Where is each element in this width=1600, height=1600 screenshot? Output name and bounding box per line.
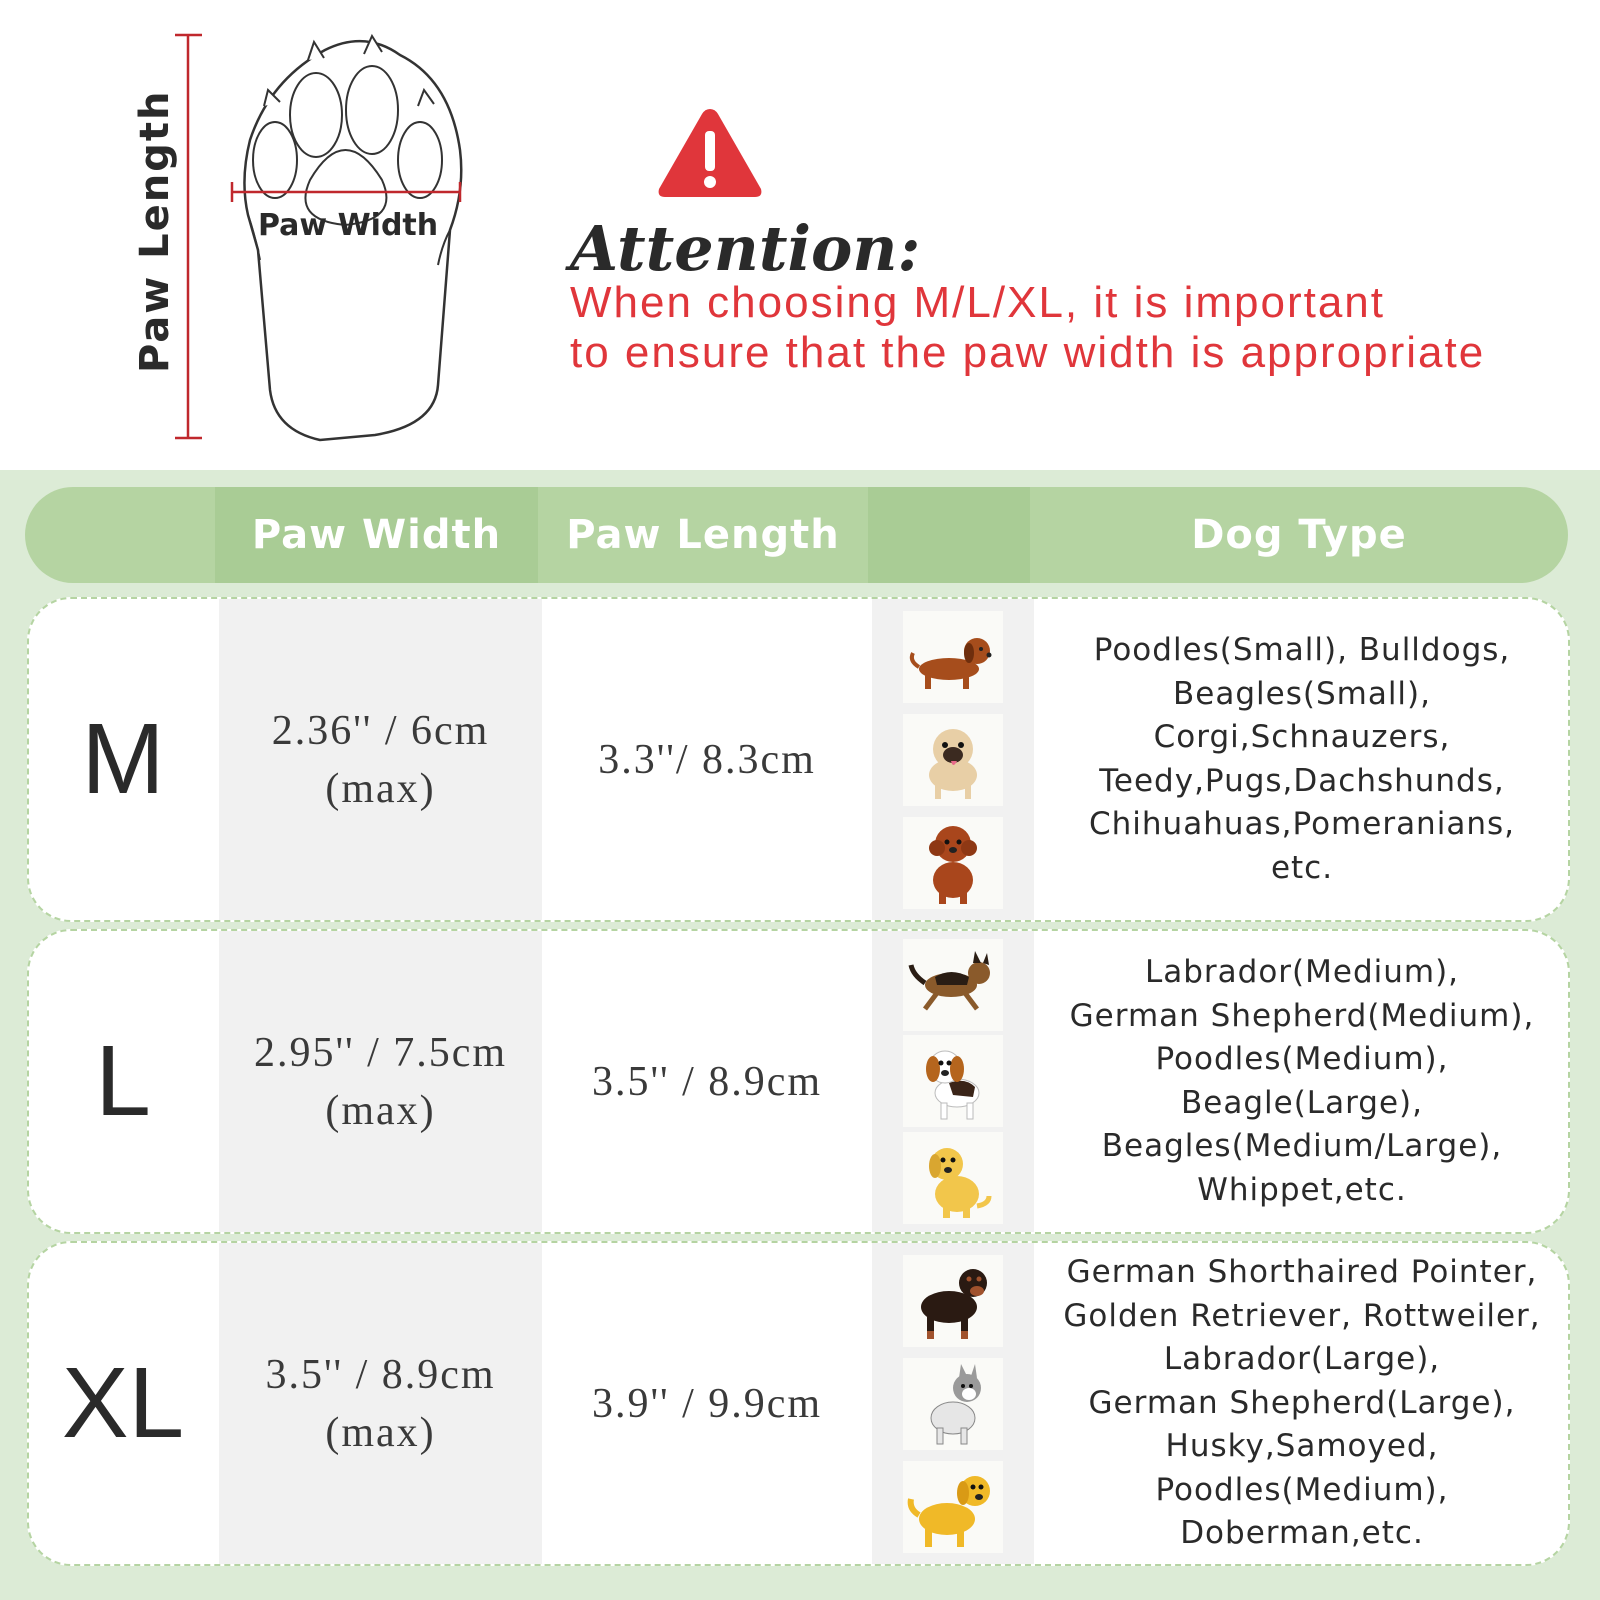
rottweiler-icon xyxy=(903,1255,1003,1347)
paw-length-value: 3.5'' / 8.9cm xyxy=(591,1058,823,1105)
paw-width-value: 2.36'' / 6cm xyxy=(271,707,490,754)
dog-images xyxy=(872,599,1034,920)
table-header xyxy=(25,487,1568,583)
dog-type-line: Poodles(Small), Bulldogs, xyxy=(1093,632,1511,668)
dog-type-list xyxy=(1034,931,1570,1232)
dog-type-line: German Shepherd(Large), xyxy=(1088,1384,1516,1421)
paw-length-label: Paw Length xyxy=(132,89,178,373)
header-size xyxy=(25,487,215,583)
poodle-icon xyxy=(903,817,1003,909)
german-shepherd-icon xyxy=(903,939,1003,1031)
dachshund-icon xyxy=(903,611,1003,703)
top-section xyxy=(0,0,1600,470)
dog-type-line: Doberman,etc. xyxy=(1180,1515,1424,1552)
dog-images xyxy=(872,1243,1034,1564)
dog-type-line: Poodles(Medium), xyxy=(1155,1471,1449,1508)
dog-type-line: Beagles(Medium/Large), xyxy=(1101,1128,1503,1164)
header-paw-length: Paw Length xyxy=(566,512,840,558)
header-paw-width: Paw Width xyxy=(215,487,538,583)
size-label: L xyxy=(95,1025,151,1137)
paw-width-value: 2.95'' / 7.5cm xyxy=(253,1029,508,1076)
paw-width-value: 3.5'' / 8.9cm xyxy=(265,1351,496,1398)
attention-line-1: When choosing M/L/XL, it is important xyxy=(570,278,1385,327)
dog-type-line: Poodles(Medium), xyxy=(1155,1041,1449,1077)
dog-type-line: Beagle(Large), xyxy=(1181,1084,1423,1121)
golden-retriever-icon xyxy=(903,1461,1003,1553)
husky-icon xyxy=(903,1358,1003,1450)
dog-type-line: etc. xyxy=(1270,849,1334,886)
dog-type-line: Chihuahuas,Pomeranians, xyxy=(1089,806,1515,842)
labrador-icon xyxy=(903,1132,1003,1224)
paw-length-value: 3.3''/ 8.3cm xyxy=(598,736,816,783)
dog-type-line: German Shorthaired Pointer, xyxy=(1066,1254,1538,1291)
paw-width-cell xyxy=(219,931,542,1232)
paw-width-note: (max) xyxy=(325,1087,436,1134)
dog-type-line: Labrador(Large), xyxy=(1163,1341,1441,1378)
attention-line-2: to ensure that the paw width is appropriate xyxy=(570,328,1486,377)
paw-width-note: (max) xyxy=(325,765,436,812)
beagle-icon xyxy=(903,1035,1003,1127)
dog-type-line: Husky,Samoyed, xyxy=(1165,1428,1439,1465)
attention-title: Attention: xyxy=(570,212,921,285)
size-label: XL xyxy=(61,1347,185,1459)
dog-type-line: Teedy,Pugs,Dachshunds, xyxy=(1099,762,1505,799)
paw-width-label: Paw Width xyxy=(258,208,439,243)
size-row-m xyxy=(27,597,1570,922)
size-label: M xyxy=(81,703,165,815)
dog-type-list xyxy=(1034,599,1570,920)
dog-images xyxy=(872,931,1034,1232)
size-row-l xyxy=(27,929,1570,1234)
paw-width-cell xyxy=(219,599,542,920)
dog-type-line: Corgi,Schnauzers, xyxy=(1153,719,1451,755)
header-image xyxy=(868,487,1030,583)
dog-type-line: Beagles(Small), xyxy=(1173,675,1431,712)
dog-type-list xyxy=(1034,1243,1570,1564)
dog-type-line: Golden Retriever, Rottweiler, xyxy=(1063,1297,1541,1334)
pug-icon xyxy=(903,714,1003,806)
size-row-xl xyxy=(27,1241,1570,1566)
paw-width-note: (max) xyxy=(325,1409,436,1456)
dog-type-line: Labrador(Medium), xyxy=(1144,954,1460,990)
dog-type-line: German Shepherd(Medium), xyxy=(1069,997,1535,1034)
header-dog-type: Dog Type xyxy=(1191,512,1407,558)
warning-triangle-icon xyxy=(655,105,765,200)
paw-length-value: 3.9'' / 9.9cm xyxy=(591,1380,823,1427)
dog-type-line: Whippet,etc. xyxy=(1197,1171,1407,1208)
paw-width-cell xyxy=(219,1243,542,1564)
